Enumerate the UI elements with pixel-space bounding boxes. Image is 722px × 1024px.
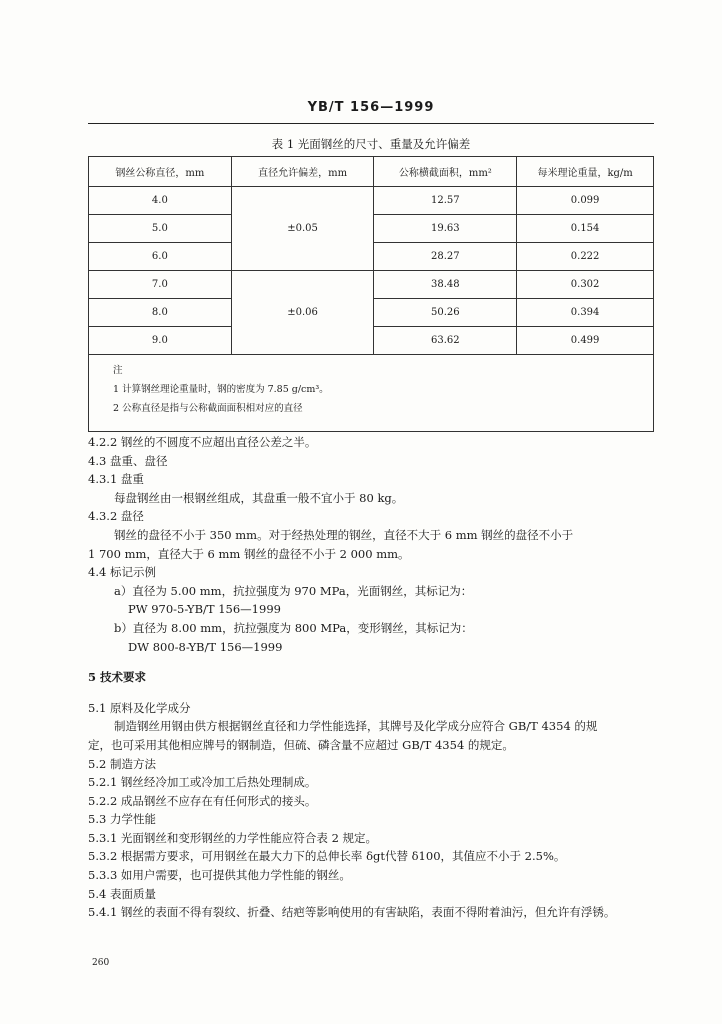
table-row xyxy=(89,187,654,215)
section-heading: 5.3 力学性能 xyxy=(88,812,156,827)
weight-cell: 0.394 xyxy=(517,299,654,327)
diameter-cell: 4.0 xyxy=(89,187,232,215)
table-notes-row xyxy=(89,355,654,432)
area-cell: 50.26 xyxy=(374,299,517,327)
section-heading: 5.4 表面质量 xyxy=(88,886,156,901)
clause-line: 5.3.2 根据需方要求，可用钢丝在最大力下的总伸长率 δgt代替 δ100，其值应不小于 2.5%。 xyxy=(88,849,566,864)
paragraph-line: 1 700 mm，直径大于 6 mm 钢丝的盘径不小于 2 000 mm。 xyxy=(88,546,410,561)
diameter-cell: 8.0 xyxy=(89,299,232,327)
note-title: 注 xyxy=(113,365,123,376)
column-header: 钢丝公称直径，mm xyxy=(89,157,232,187)
weight-cell: 0.099 xyxy=(517,187,654,215)
column-header: 每米理论重量，kg/m xyxy=(517,157,654,187)
diameter-cell: 5.0 xyxy=(89,215,232,243)
section-heading: 4.3 盘重、盘径 xyxy=(88,453,168,468)
paragraph-line: 钢丝的盘径不小于 350 mm。对于经热处理的钢丝，直径不大于 6 mm 钢丝的盘径不小于 xyxy=(114,527,574,542)
weight-cell: 0.222 xyxy=(517,243,654,271)
marking-example: PW 970-5-YB/T 156—1999 xyxy=(128,602,281,617)
clause-line: 5.4.1 钢丝的表面不得有裂纹、折叠、结疤等影响使用的有害缺陷，表面不得附着油污，但允许有浮锈。 xyxy=(88,905,616,920)
page-header: YB/T 156—1999 xyxy=(307,100,435,115)
diameter-cell: 7.0 xyxy=(89,271,232,299)
clause-line: 5.2.2 成品钢丝不应存在有任何形式的接头。 xyxy=(88,793,317,808)
page-number: 260 xyxy=(92,958,110,968)
dimension-table xyxy=(88,156,654,432)
marking-example: DW 800-8-YB/T 156—1999 xyxy=(128,639,283,654)
section-heading: 4.4 标记示例 xyxy=(88,565,156,580)
diameter-cell: 6.0 xyxy=(89,243,232,271)
body-text xyxy=(88,433,654,922)
clause-4-2-2: 4.2.2 钢丝的不圆度不应超出直径公差之半。 xyxy=(88,435,317,449)
subsection-heading: 4.3.1 盘重 xyxy=(88,472,144,487)
table-notes xyxy=(89,355,654,432)
weight-cell: 0.302 xyxy=(517,271,654,299)
diameter-cell: 9.0 xyxy=(89,327,232,355)
note-line: 1 计算钢丝理论重量时，钢的密度为 7.85 g/cm³。 xyxy=(113,384,329,395)
weight-cell: 0.154 xyxy=(517,215,654,243)
weight-cell: 0.499 xyxy=(517,327,654,355)
note-line: 2 公称直径是指与公称截面面积相对应的直径 xyxy=(113,403,303,414)
clause-line: 5.3.1 光面钢丝和变形钢丝的力学性能应符合表 2 规定。 xyxy=(88,830,378,845)
example-line: a）直径为 5.00 mm，抗拉强度为 970 MPa，光面钢丝，其标记为： xyxy=(114,583,473,598)
table-header-row xyxy=(89,157,654,187)
section-heading: 5.2 制造方法 xyxy=(88,756,156,771)
clause-line: 5.2.1 钢丝经冷加工或冷加工后热处理制成。 xyxy=(88,775,317,790)
column-header: 公称横截面积，mm² xyxy=(374,157,517,187)
paragraph-line: 制造钢丝用钢由供方根据钢丝直径和力学性能选择，其牌号及化学成分应符合 GB/T 4354 的规 xyxy=(114,719,598,734)
subsection-heading: 4.3.2 盘径 xyxy=(88,509,144,524)
example-line: b）直径为 8.00 mm，抗拉强度为 800 MPa，变形钢丝，其标记为： xyxy=(114,620,473,635)
chapter-heading: 5 技术要求 xyxy=(88,670,147,685)
paragraph-line: 定，也可采用其他相应牌号的钢制造，但硫、磷含量不应超过 GB/T 4354 的规定。 xyxy=(88,737,514,752)
area-cell: 19.63 xyxy=(374,215,517,243)
table-row xyxy=(89,271,654,299)
paragraph-line: 每盘钢丝由一根钢丝组成，其盘重一般不宜小于 80 kg。 xyxy=(114,490,404,505)
tolerance-cell: ±0.05 xyxy=(231,187,374,271)
tolerance-cell: ±0.06 xyxy=(231,271,374,355)
area-cell: 12.57 xyxy=(374,187,517,215)
area-cell: 63.62 xyxy=(374,327,517,355)
clause-line: 5.3.3 如用户需要，也可提供其他力学性能的钢丝。 xyxy=(88,868,351,883)
header-rule xyxy=(88,123,654,124)
area-cell: 28.27 xyxy=(374,243,517,271)
area-cell: 38.48 xyxy=(374,271,517,299)
section-heading: 5.1 原料及化学成分 xyxy=(88,700,191,715)
column-header: 直径允许偏差，mm xyxy=(231,157,374,187)
table-caption: 表 1 光面钢丝的尺寸、重量及允许偏差 xyxy=(271,137,471,151)
